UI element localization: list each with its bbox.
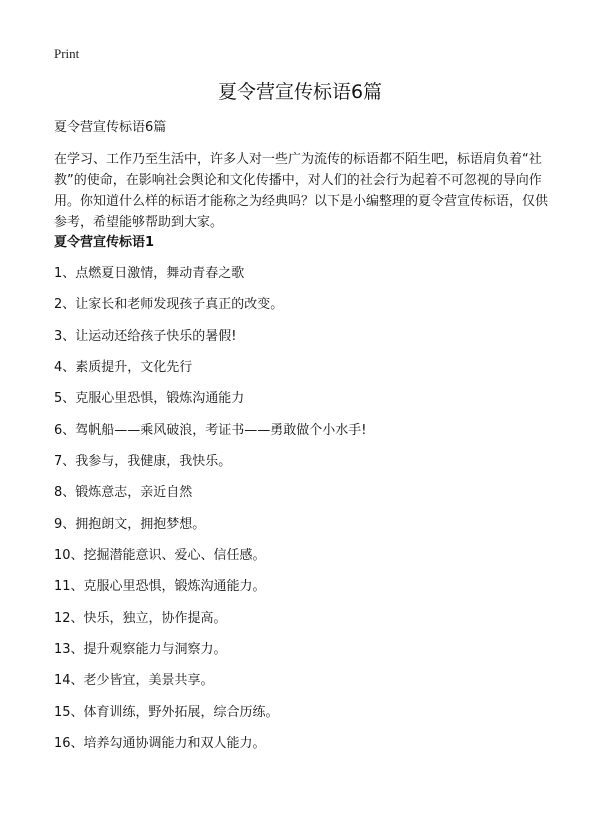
- list-item: 10、挖掘潜能意识、爱心、信任感。: [54, 547, 266, 563]
- list-item: 6、驾帆船——乘风破浪，考证书——勇敢做个小水手!: [54, 422, 367, 438]
- list-item: 2、让家长和老师发现孩子真正的改变。: [54, 297, 284, 313]
- section-heading: 夏令营宣传标语1: [54, 235, 155, 250]
- list-item: 4、素质提升，文化先行: [54, 359, 193, 375]
- list-item: 7、我参与，我健康，我快乐。: [54, 453, 232, 469]
- page-title: 夏令营宣传标语6篇: [217, 81, 383, 103]
- intro-paragraph: 在学习、工作乃至生活中，许多人对一些广为流传的标语都不陌生吧，标语肩负着“社教”的使命，在影响社会舆论和文化传播中，对人们的社会行为起着不可忽视的导向作用。你知道什么样的标语才能称之为经典吗？以下是小编整理的夏令营宣传标语，仅供参考，希望能够帮助到大家。: [54, 152, 549, 230]
- list-item: 14、老少皆宜，美景共享。: [54, 673, 214, 689]
- list-item: 5、克服心里恐惧，锻炼沟通能力: [54, 391, 245, 407]
- list-item: 9、拥抱朗文，拥抱梦想。: [54, 516, 206, 532]
- list-item: 15、体育训练，野外拓展，综合历练。: [54, 704, 279, 720]
- list-item: 12、快乐，独立，协作提高。: [54, 610, 227, 626]
- list-item: 16、培养勾通协调能力和双人能力。: [54, 735, 266, 751]
- list-item: 1、点燃夏日激情，舞动青春之歌: [54, 266, 245, 281]
- print-link[interactable]: Print: [54, 46, 80, 61]
- list-item: 8、锻炼意志，亲近自然: [54, 485, 193, 501]
- list-item: 13、提升观察能力与洞察力。: [54, 641, 227, 657]
- document-subtitle: 夏令营宣传标语6篇: [54, 120, 167, 135]
- list-item: 11、克服心里恐惧，锻炼沟通能力。: [54, 579, 266, 595]
- list-item: 3、让运动还给孩子快乐的暑假!: [54, 328, 237, 344]
- slogan-list: [54, 266, 366, 767]
